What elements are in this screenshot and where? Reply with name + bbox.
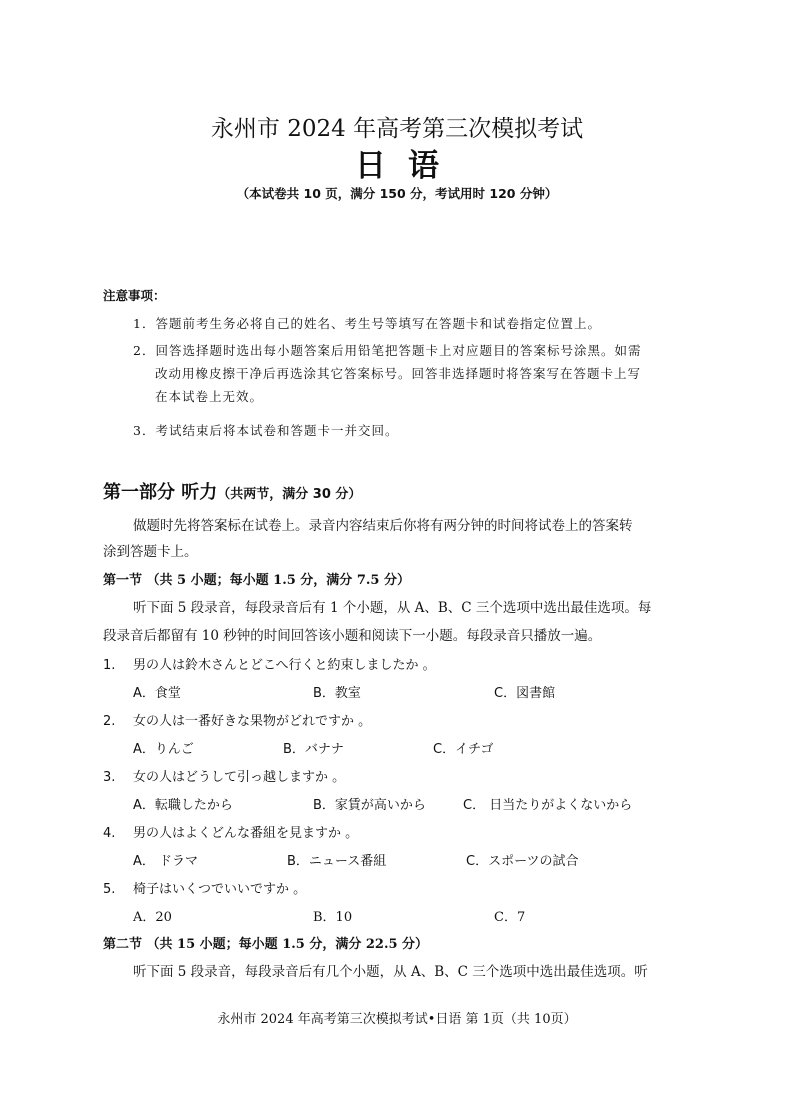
- question-4: [103, 822, 358, 841]
- q4-option-b: B．ニュース番組: [287, 854, 387, 869]
- section1-intro-line-1: 听下面 5 段录音，每段录音后有 1 个小题，从 A、B、C 三个选项中选出最佳选项。每: [133, 600, 652, 616]
- question-1: [103, 654, 436, 673]
- question-number: 5.: [103, 882, 116, 897]
- exam-meta: （本试卷共 10 页，满分 150 分，考试用时 120 分钟）: [236, 186, 558, 201]
- section2-intro-line-1: 听下面 5 段录音，每段录音后有几个小题，从 A、B、C 三个选项中选出最佳选项。听: [133, 964, 648, 980]
- part1-heading: [103, 478, 361, 504]
- q4-option-a: A． ドラマ: [133, 854, 199, 869]
- part1-intro-line-1: 做题时先将答案标在试卷上。录音内容结束后你将有两分钟的时间将试卷上的答案转: [133, 518, 633, 534]
- q4-option-c: C．スポーツの試合: [466, 854, 579, 869]
- subject-title: 日语: [355, 148, 461, 184]
- notice-item-2-line-1: 2．回答选择题时选出每小题答案后用铅笔把答题卡上对应题目的答案标号涂黑。如需: [133, 343, 642, 358]
- question-number: 4.: [103, 826, 116, 841]
- q1-option-c: C．図書館: [494, 686, 556, 701]
- section1-heading: 第一节 （共 5 小题；每小题 1.5 分，满分 7.5 分）: [103, 573, 410, 588]
- question-5: [103, 878, 306, 897]
- notice-item-2-line-2: 改动用橡皮擦干净后再选涂其它答案标号。回答非选择题时将答案写在答题卡上写: [155, 366, 642, 381]
- exam-title: 永州市 2024 年高考第三次模拟考试: [210, 116, 584, 142]
- notice-item-1: 1．答题前考生务必将自己的姓名、考生号等填写在答题卡和试卷指定位置上。: [133, 316, 601, 331]
- question-number: 2.: [103, 714, 116, 729]
- question-text: 男の人はよくどんな番組を見ますか 。: [133, 826, 359, 841]
- notice-heading: 注意事项：: [103, 288, 166, 303]
- question-number: 3.: [103, 770, 116, 785]
- section1-intro-line-2: 段录音后都留有 10 秒钟的时间回答该小题和阅读下一小题。每段录音只播放一遍。: [103, 628, 602, 644]
- q5-option-a: A．20: [133, 910, 172, 925]
- question-number: 1.: [103, 658, 116, 673]
- q1-option-a: A．食堂: [133, 686, 181, 701]
- section2-heading: 第二节 （共 15 小题；每小题 1.5 分，满分 22.5 分）: [103, 937, 429, 952]
- question-3: [103, 766, 345, 785]
- question-text: 女の人は一番好きな果物がどれですか 。: [133, 714, 372, 729]
- q3-option-b: B．家賃が高いから: [313, 798, 426, 813]
- notice-item-2-line-3: 在本试卷上无效。: [155, 389, 264, 404]
- page-footer: 永州市 2024 年高考第三次模拟考试•日语 第 1页（共 10页）: [217, 1012, 577, 1027]
- question-text: 椅子はいくつでいいですか 。: [133, 882, 307, 897]
- question-2: [103, 710, 371, 729]
- question-text: 男の人は鈴木さんとどこへ行くと約束しましたか 。: [133, 658, 436, 673]
- q3-option-a: A．転職したから: [133, 798, 233, 813]
- part1-heading-text: 第一部分 听力: [103, 482, 218, 503]
- q5-option-c: C．7: [494, 910, 526, 925]
- q2-option-c: C．イチゴ: [433, 742, 494, 757]
- notice-item-3: 3．考试结束后将本试卷和答题卡一并交回。: [133, 423, 399, 438]
- q3-option-c: C． 日当たりがよくないから: [463, 798, 633, 813]
- part1-heading-note: （共两节，满分 30 分）: [217, 487, 362, 502]
- q1-option-b: B．教室: [313, 686, 361, 701]
- question-text: 女の人はどうして引っ越しますか 。: [133, 770, 346, 785]
- part1-intro-line-2: 涂到答题卡上。: [103, 544, 198, 560]
- q5-option-b: B．10: [313, 910, 353, 925]
- q2-option-a: A．りんご: [133, 742, 194, 757]
- q2-option-b: B．バナナ: [283, 742, 344, 757]
